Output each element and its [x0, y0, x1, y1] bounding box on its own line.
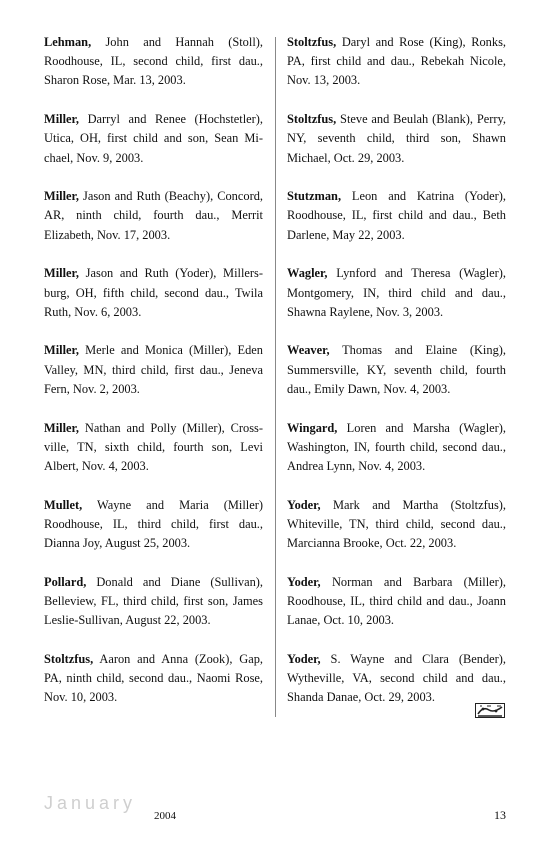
entry-surname: Mullet, [44, 497, 83, 512]
birth-entry [44, 33, 263, 91]
entry-text: Jason and Ruth (Yoder), Millersburg, OH, fifth child, second dau., Twila Ruth, Nov. 6, 2003. [44, 266, 263, 319]
birth-entry [44, 496, 263, 554]
entry-surname: Lehman, [44, 35, 92, 49]
entry-text: Norman and Barbara (Miller), Roodhouse, IL, third child and dau., Joann Lanae, Oct. 10, 2003. [287, 574, 506, 628]
right-column [287, 33, 506, 727]
entry-text: John and Hannah (Stoll), Roodhouse, IL, second child, first dau., Sharon Rose, Mar. 13, 2003. [44, 35, 263, 88]
entry-text: Darryl and Renee (Hochstetler), Utica, OH, first child and son, Sean Michael, Nov. 9, 2003. [44, 112, 263, 165]
birth-entry [44, 419, 263, 477]
entry-surname: Miller, [44, 189, 79, 204]
birth-entry [44, 650, 263, 708]
birth-entry [287, 341, 506, 399]
entry-surname: Wagler, [287, 266, 328, 281]
entry-text: Merle and Monica (Miller), Eden Valley, MN, third child, first dau., Jeneva Fern, Nov. 2, 2003. [44, 343, 263, 396]
entry-surname: Yoder, [287, 574, 321, 589]
entry-surname: Stoltzfus, [287, 112, 337, 127]
entry-surname: Stoltzfus, [287, 35, 337, 49]
birth-entry [287, 187, 506, 245]
birth-entry [287, 650, 506, 708]
entry-text: Daryl and Rose (King), Ronks, PA, first child and dau., Rebekah Nicole, Nov. 13, 2003. [287, 35, 506, 88]
entry-surname: Stutzman, [287, 189, 342, 204]
page-number: 13 [494, 808, 506, 822]
birth-entry [44, 573, 263, 631]
entry-text: Aaron and Anna (Zook), Gap, PA, ninth child, second dau., Naomi Rose, Nov. 10, 2003. [44, 651, 263, 705]
entry-surname: Wingard, [287, 420, 338, 435]
birth-entry [287, 573, 506, 631]
entry-surname: Yoder, [287, 651, 321, 666]
birth-entry [287, 264, 506, 322]
birth-entry [44, 341, 263, 399]
entry-text: Donald and Diane (Sullivan), Belleview, FL, third child, first son, James Leslie-Sullivan, August 22, 2003. [44, 574, 263, 628]
footer-month: January [44, 793, 137, 813]
entry-surname: Pollard, [44, 574, 87, 589]
birth-entry [287, 419, 506, 477]
entry-surname: Yoder, [287, 497, 321, 512]
birth-entry [44, 264, 263, 322]
birth-entry [287, 496, 506, 554]
entry-text: Nathan and Polly (Miller), Crossville, TN, sixth child, fourth son, Levi Albert, Nov. 4, 2003. [44, 420, 263, 473]
column-divider [275, 37, 276, 717]
entry-surname: Miller, [44, 343, 79, 358]
entry-text: Lynford and Theresa (Wagler), Montgomery, IN, third child and dau., Shawna Raylene, Nov. 3, 2003. [287, 266, 506, 319]
entry-surname: Miller, [44, 266, 79, 281]
entry-text: Leon and Katrina (Yoder), Roodhouse, IL, first child and dau., Beth Darlene, May 22, 2003. [287, 189, 506, 242]
entry-surname: Miller, [44, 420, 79, 435]
entry-surname: Weaver, [287, 343, 330, 358]
birth-entry [287, 110, 506, 168]
entry-text: Loren and Marsha (Wagler), Washington, IN, fourth child, second dau., Andrea Lynn, Nov. 4, 2003. [287, 420, 506, 473]
birth-entry [44, 187, 263, 245]
entry-surname: Miller, [44, 112, 79, 127]
footer-year: 2004 [154, 810, 176, 822]
birth-entry [44, 110, 263, 168]
entry-text: Mark and Martha (Stoltzfus), Whiteville, TN, third child, second dau., Marcianna Brooke, Oct. 22, 2003. [287, 497, 506, 551]
entry-surname: Stoltzfus, [44, 651, 94, 666]
entry-text: Wayne and Maria (Miller) Roodhouse, IL, third child, first dau., Dianna Joy, August 25, 2003. [44, 497, 263, 551]
entry-text: S. Wayne and Clara (Bender), Wytheville, VA, second child and dau., Shanda Danae, Oct. 29, 2003. [287, 651, 506, 705]
left-column [44, 33, 263, 727]
entry-text: Steve and Beulah (Blank), Perry, NY, seventh child, third son, Shawn Michael, Oct. 29, 2003. [287, 112, 506, 165]
section-end-ornament-icon [475, 703, 505, 718]
entry-text: Thomas and Elaine (King), Summersville, KY, seventh child, fourth dau., Emily Dawn, Nov. 4, 2003. [287, 343, 506, 396]
birth-entry [287, 33, 506, 91]
entry-text: Jason and Ruth (Beachy), Concord, AR, ninth child, fourth dau., Merrit Elizabeth, Nov. 17, 2003. [44, 189, 263, 242]
